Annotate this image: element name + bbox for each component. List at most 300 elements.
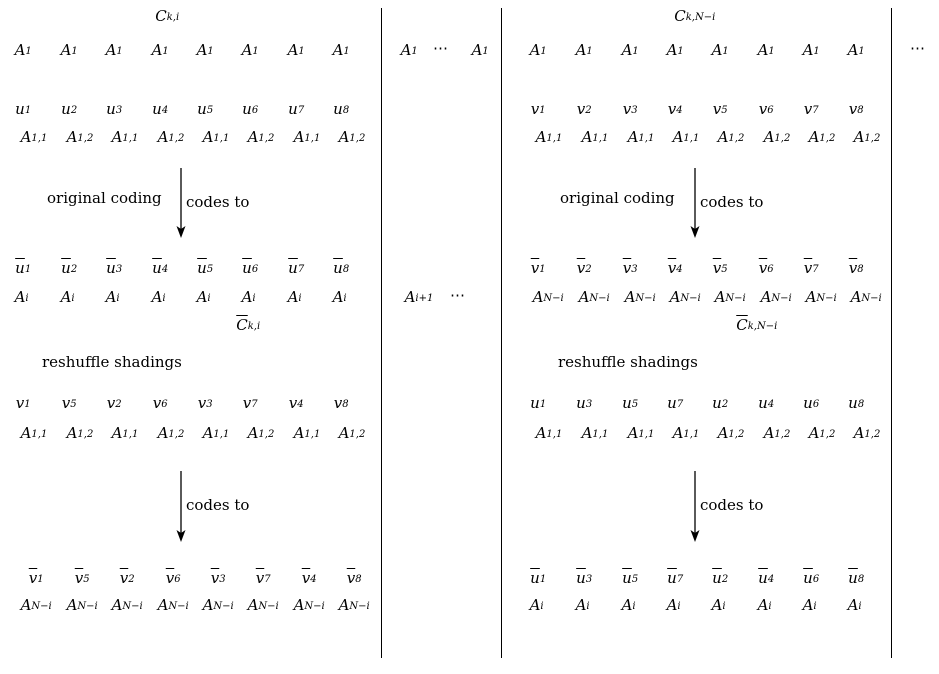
right-row1-symbol — [757, 41, 775, 59]
right-reshuffled-shading-base: A — [763, 424, 775, 442]
left-final-coded-symbol-subscript: 1 — [37, 573, 44, 585]
right-reshuffled-shading-subscript: 1,2 — [728, 428, 745, 440]
right-message-symbol — [622, 100, 638, 118]
left-shading-symbol-subscript: 1,2 — [258, 132, 275, 144]
left-reshuffled-symbol-base: v — [333, 394, 343, 412]
right-coded-shading-symbol-subscript: N−i — [816, 292, 837, 304]
left-coded-symbol-subscript: 5 — [206, 263, 214, 275]
right-final-coded-symbol-subscript: 5 — [631, 573, 639, 585]
right-reshuffle-label: reshuffle shadings — [558, 353, 698, 371]
left-coded-symbol — [15, 259, 32, 277]
left-coded-shading-symbol — [105, 288, 120, 306]
right-final-coded-symbol — [576, 569, 593, 587]
left-coded-symbol-subscript: 6 — [251, 263, 259, 275]
right-reshuffled-shading-subscript: 1,2 — [864, 428, 881, 440]
right-shading-symbol-subscript: 1,1 — [683, 132, 700, 144]
right-reshuffled-symbol-subscript: 6 — [812, 398, 820, 410]
right-coded-shading-symbol-base: A — [714, 288, 726, 306]
right-coded-symbol-base: $\overline{v}$ — [530, 259, 540, 277]
left-row1-symbol-base: A — [151, 41, 163, 59]
right-coded-symbol-subscript: 4 — [676, 263, 683, 275]
left-final-coded-symbol — [301, 569, 317, 587]
right-final-shading-symbol — [847, 596, 862, 614]
right-final-shading-symbol-base: A — [529, 596, 541, 614]
right-final-coded-symbol-base: $\overline{u}$ — [712, 569, 722, 587]
left-codes-to-label-1: codes to — [186, 193, 250, 211]
left-reshuffled-shading-base: A — [66, 424, 78, 442]
right-reshuffled-shading — [535, 424, 563, 442]
left-reshuffled-shading-base: A — [111, 424, 123, 442]
right-shading-symbol — [672, 128, 700, 146]
right-coded-symbol-base: $\overline{v}$ — [667, 259, 677, 277]
left-final-shading-symbol-subscript: N−i — [349, 600, 370, 612]
left-reshuffled-symbol-base: v — [152, 394, 162, 412]
middle-top-symbol-2 — [471, 41, 489, 59]
right-row1-symbol-subscript: 1 — [858, 45, 865, 57]
right-coded-symbol-base: $\overline{v}$ — [576, 259, 586, 277]
left-row1-symbol — [105, 41, 123, 59]
left-coded-shading-symbol-subscript: i — [71, 292, 75, 304]
right-coded-symbol — [530, 259, 546, 277]
left-shading-symbol — [247, 128, 275, 146]
left-reshuffled-symbol-subscript: 8 — [342, 398, 349, 410]
left-coded-shading-symbol — [241, 288, 256, 306]
left-coded-shading-symbol — [196, 288, 211, 306]
right-reshuffled-shading-subscript: 1,1 — [592, 428, 609, 440]
left-coded-symbol-base: $\overline{u}$ — [106, 259, 116, 277]
right-coded-shading-symbol-subscript: N−i — [635, 292, 656, 304]
right-shading-symbol-base: A — [763, 128, 775, 146]
right-message-symbol — [848, 100, 864, 118]
right-coded-shading-symbol — [669, 288, 701, 306]
left-reshuffled-symbol — [152, 394, 168, 412]
left-reshuffled-shading — [247, 424, 275, 442]
left-final-coded-symbol — [119, 569, 135, 587]
left-reshuffled-shading — [66, 424, 94, 442]
right-shading-symbol — [535, 128, 563, 146]
left-codeword-bar-base: $\overline{C}$ — [236, 316, 248, 334]
right-message-symbol-base: v — [803, 100, 813, 118]
left-reshuffled-shading-base: A — [157, 424, 169, 442]
left-final-coded-symbol — [255, 569, 271, 587]
right-final-shading-symbol-subscript: i — [586, 600, 590, 612]
left-reshuffled-symbol-subscript: 1 — [24, 398, 31, 410]
left-row1-symbol-subscript: 1 — [116, 45, 123, 57]
right-coded-shading-symbol-subscript: N−i — [861, 292, 882, 304]
left-message-symbol — [242, 100, 259, 118]
right-shading-symbol — [808, 128, 836, 146]
right-shading-symbol-base: A — [808, 128, 820, 146]
left-coded-shading-symbol-base: A — [241, 288, 253, 306]
right-coded-shading-symbol — [714, 288, 746, 306]
left-row1-symbol-subscript: 1 — [343, 45, 350, 57]
left-reshuffled-shading-subscript: 1,2 — [349, 428, 366, 440]
right-coded-symbol — [622, 259, 638, 277]
left-reshuffled-shading — [293, 424, 321, 442]
left-coded-symbol — [152, 259, 169, 277]
right-final-shading-symbol-subscript: i — [677, 600, 681, 612]
right-message-symbol-subscript: 5 — [721, 104, 728, 116]
left-header-codeword — [155, 7, 180, 25]
left-shading-symbol-subscript: 1,2 — [77, 132, 94, 144]
right-final-coded-symbol — [758, 569, 775, 587]
right-final-coded-symbol-base: $\overline{u}$ — [803, 569, 813, 587]
right-message-symbol-base: v — [667, 100, 677, 118]
right-coded-shading-symbol-subscript: N−i — [771, 292, 792, 304]
left-message-symbol — [106, 100, 123, 118]
left-reshuffled-shading-base: A — [293, 424, 305, 442]
left-message-symbol-subscript: 3 — [115, 104, 123, 116]
right-reshuffled-symbol — [622, 394, 639, 412]
right-final-shading-symbol — [666, 596, 681, 614]
right-reshuffled-symbol-base: u — [712, 394, 722, 412]
right-row1-symbol-subscript: 1 — [586, 45, 593, 57]
right-reshuffled-symbol-base: u — [576, 394, 586, 412]
left-reshuffled-shading-subscript: 1,1 — [31, 428, 48, 440]
right-reshuffled-shading — [581, 424, 609, 442]
left-coded-shading-symbol-base: A — [332, 288, 344, 306]
left-shading-symbol — [111, 128, 139, 146]
right-final-shading-symbol-subscript: i — [768, 600, 772, 612]
right-final-coded-symbol — [622, 569, 639, 587]
left-coded-shading-symbol-subscript: i — [252, 292, 256, 304]
right-final-coded-symbol — [712, 569, 729, 587]
left-final-shading-symbol — [157, 596, 189, 614]
left-shading-symbol — [338, 128, 366, 146]
left-coded-symbol — [242, 259, 259, 277]
left-reshuffled-symbol-base: v — [197, 394, 207, 412]
right-coded-shading-symbol — [578, 288, 610, 306]
left-final-coded-symbol-subscript: 6 — [174, 573, 181, 585]
right-final-shading-symbol-subscript: i — [540, 600, 544, 612]
left-final-shading-symbol-subscript: N−i — [258, 600, 279, 612]
left-reshuffled-symbol — [106, 394, 122, 412]
left-row1-symbol-subscript: 1 — [252, 45, 259, 57]
middle-top-symbol-1 — [400, 41, 418, 59]
right-reshuffled-symbol-subscript: 4 — [767, 398, 775, 410]
left-message-symbol-subscript: 5 — [206, 104, 214, 116]
left-message-symbol-base: u — [106, 100, 116, 118]
left-row1-symbol — [287, 41, 305, 59]
left-header-codeword-base: C — [155, 7, 167, 25]
left-final-coded-symbol-subscript: 4 — [310, 573, 317, 585]
left-original-coding-label: original coding — [47, 189, 162, 207]
right-reshuffled-symbol — [530, 394, 547, 412]
right-row1-symbol-base: A — [575, 41, 587, 59]
left-final-shading-symbol-base: A — [338, 596, 350, 614]
right-message-symbol-subscript: 3 — [631, 104, 638, 116]
right-message-symbol — [712, 100, 728, 118]
left-row1-symbol-subscript: 1 — [25, 45, 32, 57]
right-header-codeword-subscript: k,N−i — [685, 11, 716, 23]
left-shading-symbol-base: A — [293, 128, 305, 146]
left-final-shading-symbol-base: A — [247, 596, 259, 614]
left-shading-symbol — [66, 128, 94, 146]
left-coded-symbol-subscript: 2 — [70, 263, 78, 275]
left-coded-symbol — [333, 259, 350, 277]
left-row1-symbol-base: A — [241, 41, 253, 59]
middle-top-symbol-1-subscript: 1 — [411, 45, 418, 57]
left-message-symbol-base: u — [197, 100, 207, 118]
left-coded-symbol — [106, 259, 123, 277]
left-final-shading-symbol-base: A — [157, 596, 169, 614]
right-reshuffled-shading-subscript: 1,1 — [546, 428, 563, 440]
left-final-shading-symbol-subscript: N−i — [168, 600, 189, 612]
left-message-symbol — [152, 100, 169, 118]
right-coded-symbol-base: $\overline{v}$ — [803, 259, 813, 277]
left-row1-symbol-base: A — [14, 41, 26, 59]
right-message-symbol-base: v — [848, 100, 858, 118]
right-reshuffled-shading — [672, 424, 700, 442]
right-reshuffled-shading-base: A — [581, 424, 593, 442]
right-coded-shading-symbol-base: A — [624, 288, 636, 306]
right-coded-symbol — [758, 259, 774, 277]
left-row1-symbol — [241, 41, 259, 59]
left-coded-shading-symbol-base: A — [14, 288, 26, 306]
right-coded-symbol-subscript: 5 — [721, 263, 728, 275]
middle-top-symbol-1-base: A — [400, 41, 412, 59]
right-message-symbol — [758, 100, 774, 118]
left-row1-symbol — [14, 41, 32, 59]
left-message-symbol-base: u — [288, 100, 298, 118]
right-shading-symbol-subscript: 1,1 — [592, 132, 609, 144]
right-coded-shading-symbol — [532, 288, 564, 306]
right-final-shading-symbol-base: A — [666, 596, 678, 614]
right-row1-symbol-base: A — [621, 41, 633, 59]
left-shading-symbol-subscript: 1,1 — [213, 132, 230, 144]
left-shading-symbol-subscript: 1,2 — [168, 132, 185, 144]
left-codeword-bar-subscript: k,i — [247, 320, 261, 332]
right-reshuffled-symbol-subscript: 7 — [676, 398, 684, 410]
left-reshuffled-shading-subscript: 1,2 — [168, 428, 185, 440]
right-final-coded-symbol — [848, 569, 865, 587]
left-final-shading-symbol — [66, 596, 98, 614]
middle-mid-dots: ⋯ — [450, 286, 466, 304]
right-row1-symbol-subscript: 1 — [540, 45, 547, 57]
left-message-symbol-base: u — [333, 100, 343, 118]
right-row1-symbol-base: A — [847, 41, 859, 59]
left-shading-symbol — [202, 128, 230, 146]
right-final-shading-symbol-base: A — [757, 596, 769, 614]
right-reshuffled-shading-subscript: 1,1 — [683, 428, 700, 440]
left-reshuffled-symbol-base: v — [242, 394, 252, 412]
right-reshuffled-shading — [853, 424, 881, 442]
right-final-coded-symbol — [803, 569, 820, 587]
right-reshuffled-symbol-subscript: 2 — [721, 398, 729, 410]
left-final-shading-symbol — [247, 596, 279, 614]
left-reshuffled-shading-base: A — [202, 424, 214, 442]
right-final-coded-symbol-base: $\overline{u}$ — [758, 569, 768, 587]
left-reshuffled-symbol-subscript: 2 — [115, 398, 122, 410]
left-final-shading-symbol-subscript: N−i — [77, 600, 98, 612]
right-shading-symbol — [581, 128, 609, 146]
left-coded-symbol-base: $\overline{u}$ — [61, 259, 71, 277]
left-coded-symbol-subscript: 1 — [24, 263, 32, 275]
left-codeword-bar — [236, 316, 261, 334]
right-coded-shading-symbol-base: A — [760, 288, 772, 306]
left-row1-symbol — [332, 41, 350, 59]
right-final-coded-symbol-subscript: 1 — [539, 573, 547, 585]
right-reshuffled-shading-base: A — [627, 424, 639, 442]
right-final-coded-symbol-subscript: 3 — [585, 573, 593, 585]
left-coded-symbol — [197, 259, 214, 277]
right-message-symbol-subscript: 6 — [767, 104, 774, 116]
left-reshuffle-label: reshuffle shadings — [42, 353, 182, 371]
left-message-symbol — [333, 100, 350, 118]
left-final-shading-symbol-base: A — [202, 596, 214, 614]
left-reshuffled-shading-subscript: 1,2 — [258, 428, 275, 440]
left-message-symbol — [197, 100, 214, 118]
left-coded-shading-symbol — [332, 288, 347, 306]
right-message-symbol-base: v — [622, 100, 632, 118]
right-codes-to-label-2: codes to — [700, 496, 764, 514]
right-row1-symbol-base: A — [666, 41, 678, 59]
right-reshuffled-shading-subscript: 1,2 — [819, 428, 836, 440]
right-coded-shading-symbol-subscript: N−i — [589, 292, 610, 304]
right-coded-shading-symbol-subscript: N−i — [725, 292, 746, 304]
left-coded-symbol-base: $\overline{u}$ — [288, 259, 298, 277]
left-coded-symbol-base: $\overline{u}$ — [242, 259, 252, 277]
left-reshuffled-symbol-base: v — [288, 394, 298, 412]
left-reshuffled-shading — [338, 424, 366, 442]
right-reshuffled-shading — [763, 424, 791, 442]
right-row1-symbol — [621, 41, 639, 59]
left-shading-symbol-base: A — [247, 128, 259, 146]
left-reshuffled-symbol-subscript: 5 — [70, 398, 77, 410]
left-message-symbol-base: u — [15, 100, 25, 118]
right-final-coded-symbol-base: $\overline{u}$ — [530, 569, 540, 587]
right-reshuffled-shading-base: A — [717, 424, 729, 442]
right-message-symbol — [667, 100, 683, 118]
left-row1-symbol — [151, 41, 169, 59]
left-row1-symbol-base: A — [60, 41, 72, 59]
left-reshuffled-symbol-base: v — [106, 394, 116, 412]
right-final-coded-symbol-subscript: 7 — [676, 573, 684, 585]
left-final-coded-symbol-base: $\overline{v}$ — [210, 569, 220, 587]
right-final-shading-symbol — [621, 596, 636, 614]
right-coded-symbol-base: $\overline{v}$ — [712, 259, 722, 277]
left-message-symbol-subscript: 7 — [297, 104, 305, 116]
left-final-shading-symbol — [111, 596, 143, 614]
left-message-symbol-base: u — [61, 100, 71, 118]
left-coded-shading-symbol-subscript: i — [116, 292, 120, 304]
right-shading-symbol-base: A — [672, 128, 684, 146]
right-coded-symbol — [576, 259, 592, 277]
right-coded-symbol-subscript: 2 — [585, 263, 592, 275]
left-final-coded-symbol — [28, 569, 44, 587]
right-coded-symbol-subscript: 8 — [857, 263, 864, 275]
right-row1-symbol — [802, 41, 820, 59]
left-coded-shading-symbol-subscript: i — [343, 292, 347, 304]
right-reshuffled-shading-subscript: 1,1 — [638, 428, 655, 440]
right-reshuffled-shading-base: A — [672, 424, 684, 442]
left-coded-symbol — [61, 259, 78, 277]
right-shading-symbol-base: A — [717, 128, 729, 146]
right-final-shading-symbol-subscript: i — [632, 600, 636, 612]
right-reshuffled-symbol-base: u — [848, 394, 858, 412]
left-reshuffled-symbol — [15, 394, 31, 412]
left-coded-shading-symbol-base: A — [287, 288, 299, 306]
right-shading-symbol-base: A — [535, 128, 547, 146]
right-reshuffled-shading — [627, 424, 655, 442]
left-row1-symbol-subscript: 1 — [298, 45, 305, 57]
right-shading-symbol-base: A — [627, 128, 639, 146]
right-final-shading-symbol-base: A — [711, 596, 723, 614]
left-coded-shading-symbol-base: A — [151, 288, 163, 306]
right-message-symbol-subscript: 1 — [539, 104, 546, 116]
left-message-symbol — [15, 100, 32, 118]
right-coded-symbol-base: $\overline{v}$ — [758, 259, 768, 277]
left-final-shading-symbol-base: A — [111, 596, 123, 614]
right-message-symbol — [803, 100, 819, 118]
left-shading-symbol — [20, 128, 48, 146]
left-row1-symbol-base: A — [332, 41, 344, 59]
left-coded-shading-symbol-base: A — [196, 288, 208, 306]
right-coded-symbol-subscript: 6 — [767, 263, 774, 275]
right-shading-symbol-base: A — [581, 128, 593, 146]
right-final-coded-symbol-base: $\overline{u}$ — [848, 569, 858, 587]
left-row1-symbol-subscript: 1 — [162, 45, 169, 57]
right-reshuffled-symbol-subscript: 1 — [539, 398, 547, 410]
left-reshuffled-symbol-subscript: 4 — [297, 398, 304, 410]
right-codeword-bar — [736, 316, 778, 334]
right-final-shading-symbol — [529, 596, 544, 614]
left-message-symbol-subscript: 6 — [251, 104, 259, 116]
right-reshuffled-symbol — [848, 394, 865, 412]
right-message-symbol — [530, 100, 546, 118]
left-shading-symbol-subscript: 1,1 — [304, 132, 321, 144]
left-shading-symbol-subscript: 1,1 — [122, 132, 139, 144]
left-row1-symbol — [196, 41, 214, 59]
left-reshuffled-symbol-subscript: 3 — [206, 398, 213, 410]
left-coded-symbol — [288, 259, 305, 277]
left-final-shading-symbol — [202, 596, 234, 614]
left-coded-symbol-base: $\overline{u}$ — [15, 259, 25, 277]
right-message-symbol-base: v — [530, 100, 540, 118]
left-reshuffled-symbol — [333, 394, 349, 412]
right-message-symbol — [576, 100, 592, 118]
left-final-coded-symbol-base: $\overline{v}$ — [28, 569, 38, 587]
right-coded-shading-symbol — [805, 288, 837, 306]
right-reshuffled-shading-base: A — [535, 424, 547, 442]
left-final-coded-symbol-base: $\overline{v}$ — [255, 569, 265, 587]
right-final-coded-symbol-base: $\overline{u}$ — [576, 569, 586, 587]
right-coded-shading-symbol-base: A — [578, 288, 590, 306]
right-shading-symbol-subscript: 1,2 — [864, 132, 881, 144]
left-reshuffled-shading-base: A — [338, 424, 350, 442]
left-row1-symbol-base: A — [287, 41, 299, 59]
left-message-symbol-subscript: 4 — [161, 104, 169, 116]
left-coded-shading-symbol — [60, 288, 75, 306]
left-final-shading-symbol-subscript: N−i — [122, 600, 143, 612]
right-message-symbol-base: v — [758, 100, 768, 118]
left-codes-to-label-2: codes to — [186, 496, 250, 514]
right-message-symbol-subscript: 4 — [676, 104, 683, 116]
right-final-coded-symbol-base: $\overline{u}$ — [667, 569, 677, 587]
left-reshuffled-symbol-base: v — [15, 394, 25, 412]
right-message-symbol-subscript: 2 — [585, 104, 592, 116]
right-final-shading-symbol-base: A — [847, 596, 859, 614]
right-row1-symbol-subscript: 1 — [677, 45, 684, 57]
middle-top-dots: ⋯ — [433, 39, 449, 57]
left-reshuffled-symbol — [242, 394, 258, 412]
right-final-shading-symbol-base: A — [621, 596, 633, 614]
right-shading-symbol-subscript: 1,1 — [546, 132, 563, 144]
left-shading-symbol — [157, 128, 185, 146]
left-reshuffled-shading — [20, 424, 48, 442]
left-reshuffled-symbol-subscript: 6 — [161, 398, 168, 410]
right-reshuffled-shading — [717, 424, 745, 442]
